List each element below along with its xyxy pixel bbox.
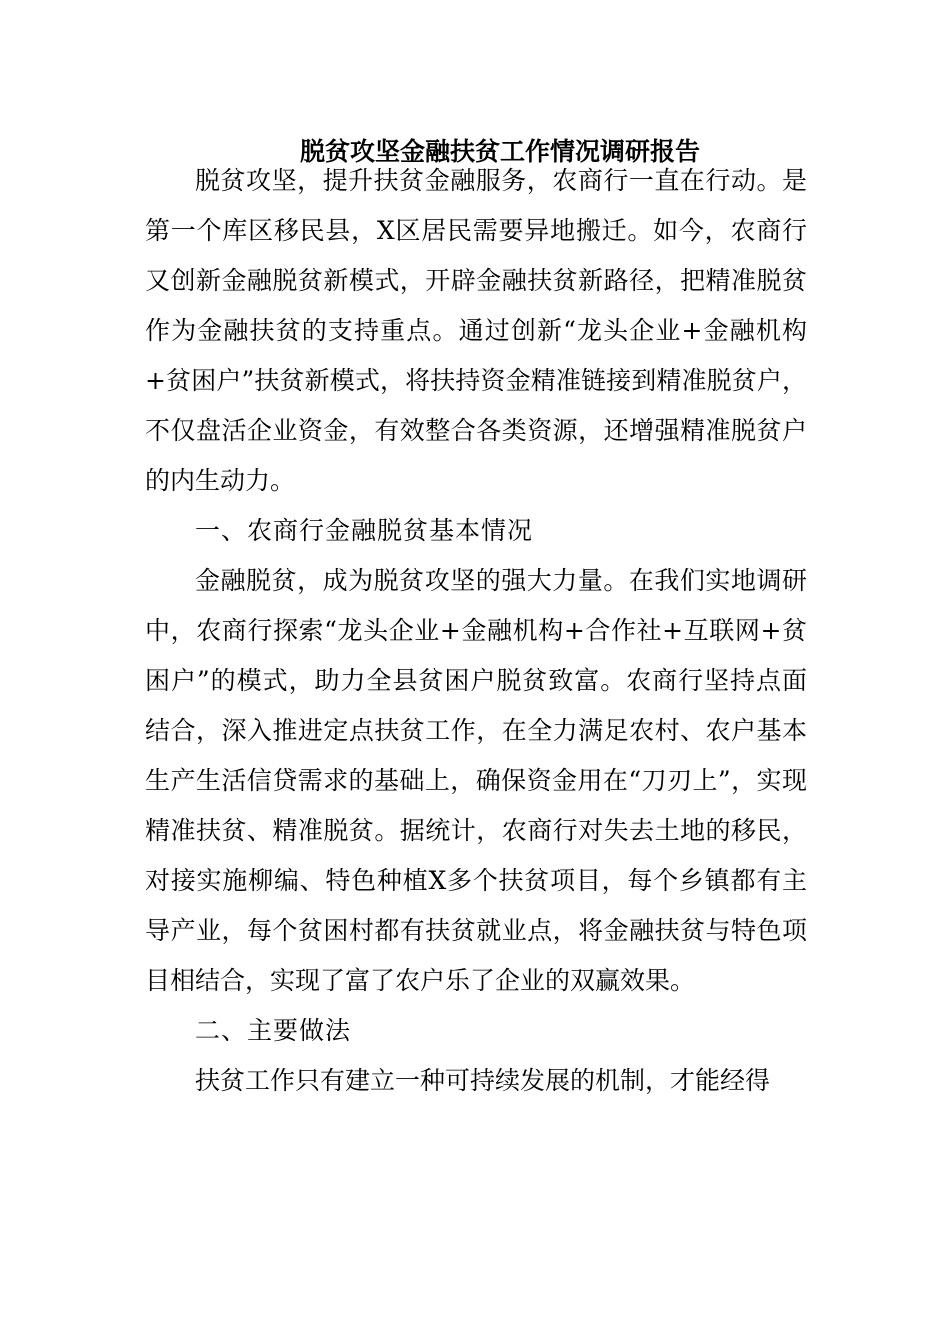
paragraph-section-2: 扶贫工作只有建立一种可持续发展的机制，才能经得 [195,1066,771,1095]
document-title: 脱贫攻坚金融扶贫工作情况调研报告 [299,137,700,166]
section-heading-2: 二、主要做法 [195,1016,352,1045]
document-body [145,156,807,1106]
paragraph-section-1: 金融脱贫，成为脱贫攻坚的强大力量。在我们实地调研中，农商行探索“龙头企业+金融机构+合作社+互联网+贫困户”的模式，助力全县贫困户脱贫致富。农商行坚持点面结合，深入推进定点扶贫工作，在全力满足农村、农户基本生产生活信贷需求的基础上，确保资金用在“刀刃上”，实现精准扶贫、精准脱贫。据统计，农商行对失去土地的移民，对接实施柳编、特色种植X多个扶贫项目，每个乡镇都有主导产业，每个贫困村都有扶贫就业点，将金融扶贫与特色项目相结合，实现了富了农户乐了企业的双赢效果。 [145,566,807,995]
section-heading-1: 一、农商行金融脱贫基本情况 [195,516,534,545]
paragraph-intro: 脱贫攻坚，提升扶贫金融服务，农商行一直在行动。是第一个库区移民县，X区居民需要异地搬迁。如今，农商行又创新金融脱贫新模式，开辟金融扶贫新路径，把精准脱贫作为金融扶贫的支持重点。通过创新“龙头企业+金融机构+贫困户”扶贫新模式，将扶持资金精准链接到精准脱贫户，不仅盘活企业资金，有效整合各类资源，还增强精准脱贫户的内生动力。 [145,166,807,495]
